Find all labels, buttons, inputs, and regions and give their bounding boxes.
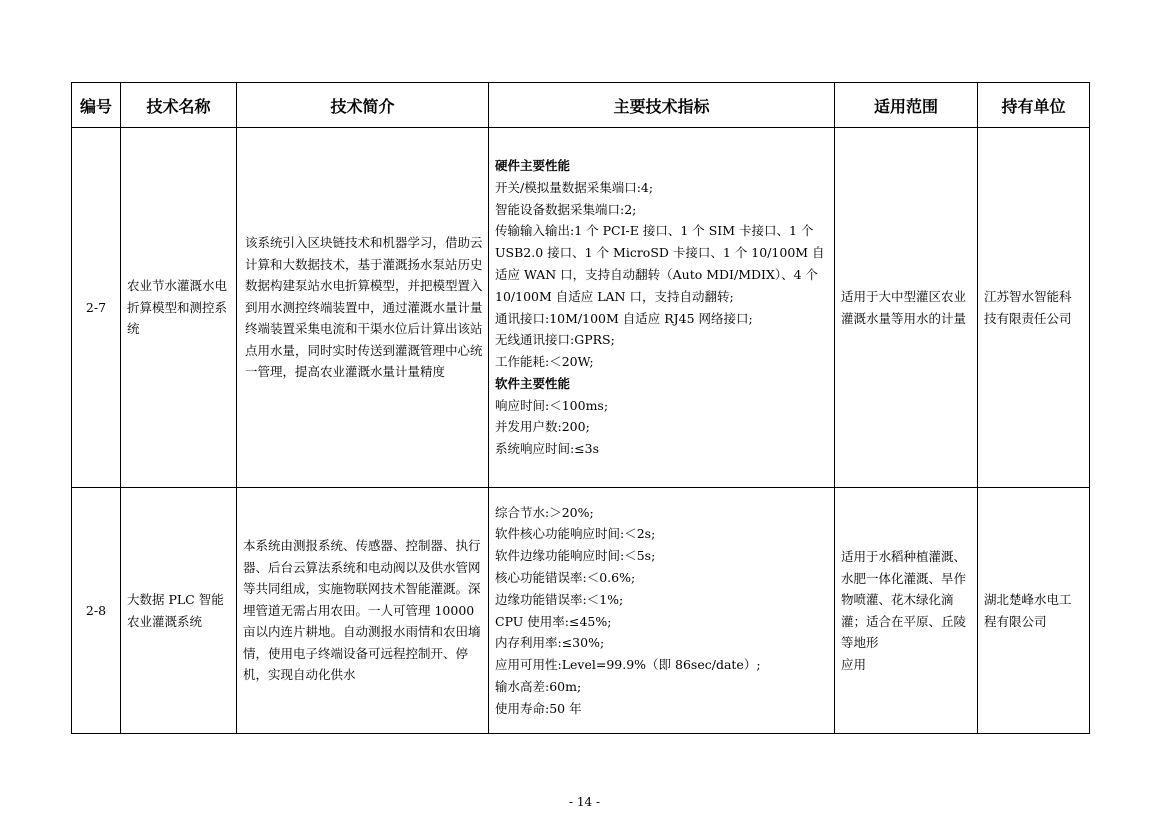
holder-text: 江苏智水智能科技有限责任公司 [984, 289, 1072, 326]
row-scope [835, 488, 978, 734]
row-scope [835, 128, 978, 488]
metric-line: 软件边缘功能响应时间:＜5s; [495, 548, 656, 564]
metric-line: 无线通讯接口:GPRS; [495, 332, 615, 348]
row-metrics [489, 128, 835, 488]
table-row [72, 128, 1090, 488]
metric-line: 并发用户数:200; [495, 419, 590, 435]
metric-line: 应用可用性:Level=99.9%（即 86sec/date）; [495, 657, 761, 673]
technology-table [71, 82, 1090, 734]
technology-name: 大数据 PLC 智能农业灌溉系统 [127, 592, 224, 629]
metric-line: 工作能耗:＜20W; [495, 354, 594, 370]
metric-line: 响应时间:＜100ms; [495, 397, 609, 413]
row-intro [237, 128, 489, 488]
header-metrics: 主要技术指标 [489, 83, 835, 128]
row-id: 2-8 [72, 488, 121, 734]
metric-line: 软件核心功能响应时间:＜2s; [495, 526, 656, 542]
metric-line: 综合节水:＞20%; [495, 504, 594, 520]
metric-line: 内存利用率:≤30%; [495, 635, 605, 651]
metric-line: 使用寿命:50 年 [495, 700, 582, 716]
metric-line: 硬件主要性能 [495, 157, 571, 173]
metric-line: 软件主要性能 [495, 375, 571, 391]
scope-text: 适用于大中型灌区农业灌溉水量等用水的计量 [841, 289, 967, 326]
technology-intro: 本系统由测报系统、传感器、控制器、执行器、后台云算法系统和电动阀以及供水管网等共同组成，实施物联网技术智能灌溉。深埋管道无需占用农田。一人可管理 10000 亩以内连片耕地。自动测报水雨情和农田墒情，使用电子终端设备可远程控制开、停机，实现自动化供水 [243, 538, 481, 683]
header-id: 编号 [72, 83, 121, 128]
scope-text: 适用于水稻种植灌溉、水肥一体化灌溉、旱作物喷灌、花木绿化滴灌；适合在平原、丘陵等地形 应用 [841, 549, 967, 672]
metric-line: 核心功能错误率:＜0.6%; [495, 569, 636, 585]
metric-line: 系统响应时间:≤3s [495, 441, 600, 457]
metric-line: CPU 使用率:≤45%; [495, 613, 612, 629]
metric-line: 传输输入输出:1 个 PCI-E 接口、1 个 SIM 卡接口、1 个 USB2.0 接口、1 个 MicroSD 卡接口、1 个 10/100M 自适应 WAN 口，支持自动翻转（Auto MDI/MDIX）、4 个 10/100M 自适应 LAN 口，支持自动翻转; [495, 223, 825, 304]
header-scope: 适用范围 [835, 83, 978, 128]
table-header-row [72, 83, 1090, 128]
technology-intro: 该系统引入区块链技术和机器学习，借助云计算和大数据技术，基于灌溉扬水泵站历史数据构建泵站水电折算模型，并把模型置入到用水测控终端装置中，通过灌溉水量计量终端装置采集电流和干渠水位后计算出该站点用水量，同时实时传送到灌溉管理中心统一管理，提高农业灌溉水量计量精度 [245, 235, 483, 380]
metric-line: 智能设备数据采集端口:2; [495, 201, 637, 217]
row-name [121, 488, 237, 734]
metric-line: 输水高差:60m; [495, 678, 582, 694]
header-name: 技术名称 [121, 83, 237, 128]
technology-name: 农业节水灌溉水电折算模型和测控系统 [127, 278, 228, 337]
metric-line: 开关/模拟量数据采集端口:4; [495, 179, 654, 195]
table-row [72, 488, 1090, 734]
page-number: - 14 - [568, 795, 600, 809]
metric-line: 通讯接口:10M/100M 自适应 RJ45 网络接口; [495, 310, 753, 326]
row-id: 2-7 [72, 128, 121, 488]
holder-text: 湖北楚峰水电工程有限公司 [984, 592, 1072, 629]
row-holder [978, 488, 1090, 734]
row-name [121, 128, 237, 488]
row-metrics [489, 488, 835, 734]
row-holder [978, 128, 1090, 488]
metric-line: 边缘功能错误率:＜1%; [495, 591, 624, 607]
header-intro: 技术简介 [237, 83, 489, 128]
header-holder: 持有单位 [978, 83, 1090, 128]
row-intro [237, 488, 489, 734]
